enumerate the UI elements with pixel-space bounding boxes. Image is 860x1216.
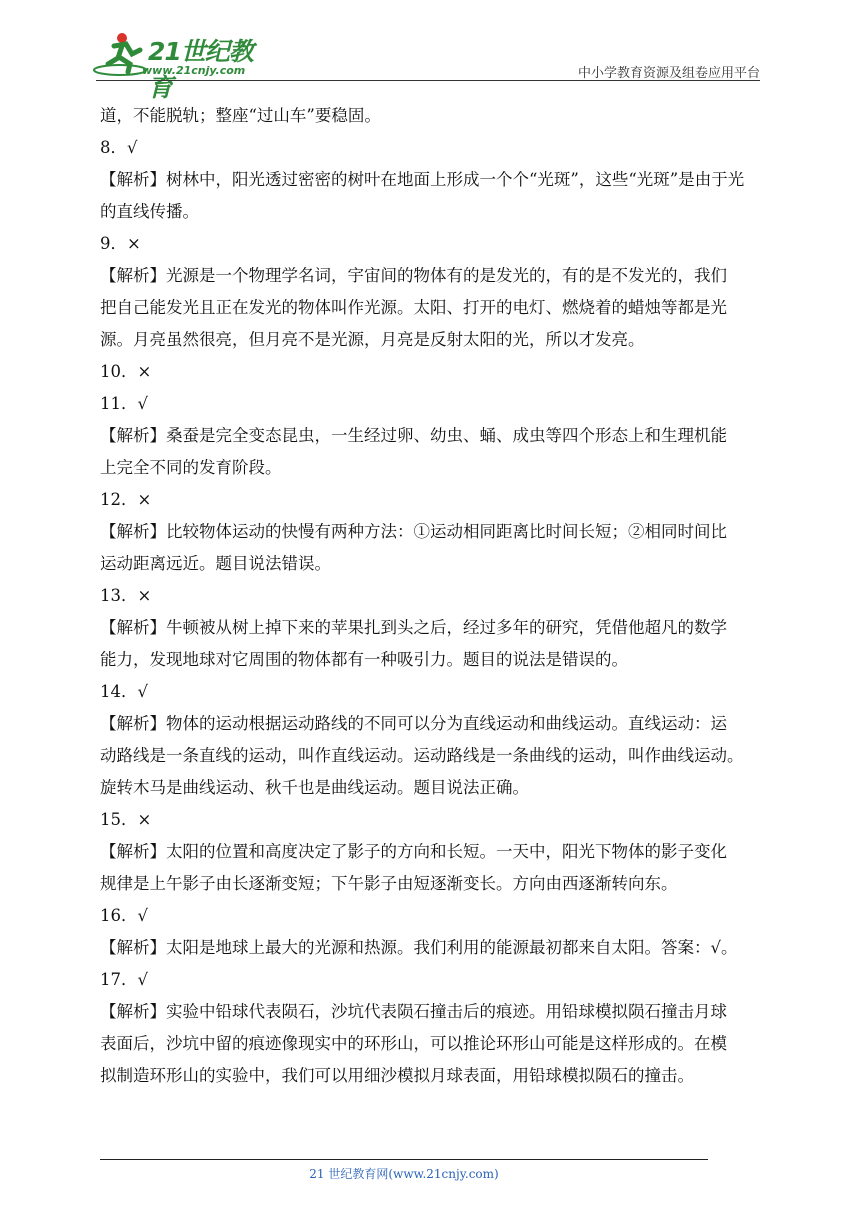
text-line: 【解析】牛顿被从树上掉下来的苹果扎到头之后，经过多年的研究，凭借他超凡的数学 [100, 618, 727, 637]
text-line: 【解析】物体的运动根据运动路线的不同可以分为直线运动和曲线运动。直线运动：运 [100, 714, 727, 733]
text-line: 拟制造环形山的实验中，我们可以用细沙模拟月球表面，用铅球模拟陨石的撞击。 [100, 1066, 694, 1085]
answer-number: 9．× [100, 234, 141, 253]
answer-number: 14．√ [100, 682, 149, 701]
answer-number: 15．× [100, 810, 152, 829]
text-line: 【解析】太阳是地球上最大的光源和热源。我们利用的能源最初都来自太阳。答案：√。 [100, 938, 738, 957]
page-header [0, 0, 860, 102]
text-line: 能力，发现地球对它周围的物体都有一种吸引力。题目的说法是错误的。 [100, 650, 628, 669]
answer-number: 16．√ [100, 906, 149, 925]
logo-text: 21世纪教育 [148, 37, 253, 102]
text-line: 旋转木马是曲线运动、秋千也是曲线运动。题目说法正确。 [100, 778, 529, 797]
logo-url: www.21cnjy.com [142, 64, 246, 77]
text-line: 【解析】桑蚕是完全变态昆虫，一生经过卵、幼虫、蛹、成虫等四个形态上和生理机能 [100, 426, 727, 445]
text-line: 【解析】太阳的位置和高度决定了影子的方向和长短。一天中，阳光下物体的影子变化 [100, 842, 727, 861]
text-line: 规律是上午影子由长逐渐变短；下午影子由短逐渐变长。方向由西逐渐转向东。 [100, 874, 678, 893]
text-line: 【解析】树林中，阳光透过密密的树叶在地面上形成一个个“光斑”，这些“光斑”是由于光 [100, 170, 745, 189]
platform-name: 中小学教育资源及组卷应用平台 [577, 66, 760, 81]
text-line: 的直线传播。 [100, 202, 199, 221]
site-logo[interactable] [92, 30, 262, 102]
text-line: 【解析】比较物体运动的快慢有两种方法：①运动相同距离比时间长短；②相同时间比 [100, 522, 727, 541]
header-divider [96, 80, 760, 81]
answer-number: 13．× [100, 586, 152, 605]
text-line: 把自己能发光且正在发光的物体叫作光源。太阳、打开的电灯、燃烧着的蜡烛等都是光 [100, 298, 727, 317]
text-line: 上完全不同的发育阶段。 [100, 458, 282, 477]
footer-divider [100, 1159, 708, 1160]
footer-link[interactable]: 21 世纪教育网(www.21cnjy.com) [309, 1167, 499, 1181]
text-line: 源。月亮虽然很亮，但月亮不是光源，月亮是反射太阳的光，所以才发亮。 [100, 330, 645, 349]
text-line: 动路线是一条直线的运动，叫作直线运动。运动路线是一条曲线的运动，叫作曲线运动。 [100, 746, 744, 765]
text-line: 道，不能脱轨；整座“过山车”要稳固。 [100, 106, 381, 125]
answer-number: 8．√ [100, 138, 138, 157]
text-line: 【解析】实验中铅球代表陨石，沙坑代表陨石撞击后的痕迹。用铅球模拟陨石撞击月球 [100, 1002, 727, 1021]
text-line: 【解析】光源是一个物理学名词，宇宙间的物体有的是发光的，有的是不发光的，我们 [100, 266, 727, 285]
text-line: 表面后，沙坑中留的痕迹像现实中的环形山，可以推论环形山可能是这样形成的。在模 [100, 1034, 727, 1053]
answer-number: 11．√ [100, 394, 149, 413]
answer-number: 17．√ [100, 970, 149, 989]
text-line: 运动距离远近。题目说法错误。 [100, 554, 331, 573]
answer-number: 10．× [100, 362, 152, 381]
answer-content [100, 100, 762, 1092]
answer-number: 12．× [100, 490, 152, 509]
